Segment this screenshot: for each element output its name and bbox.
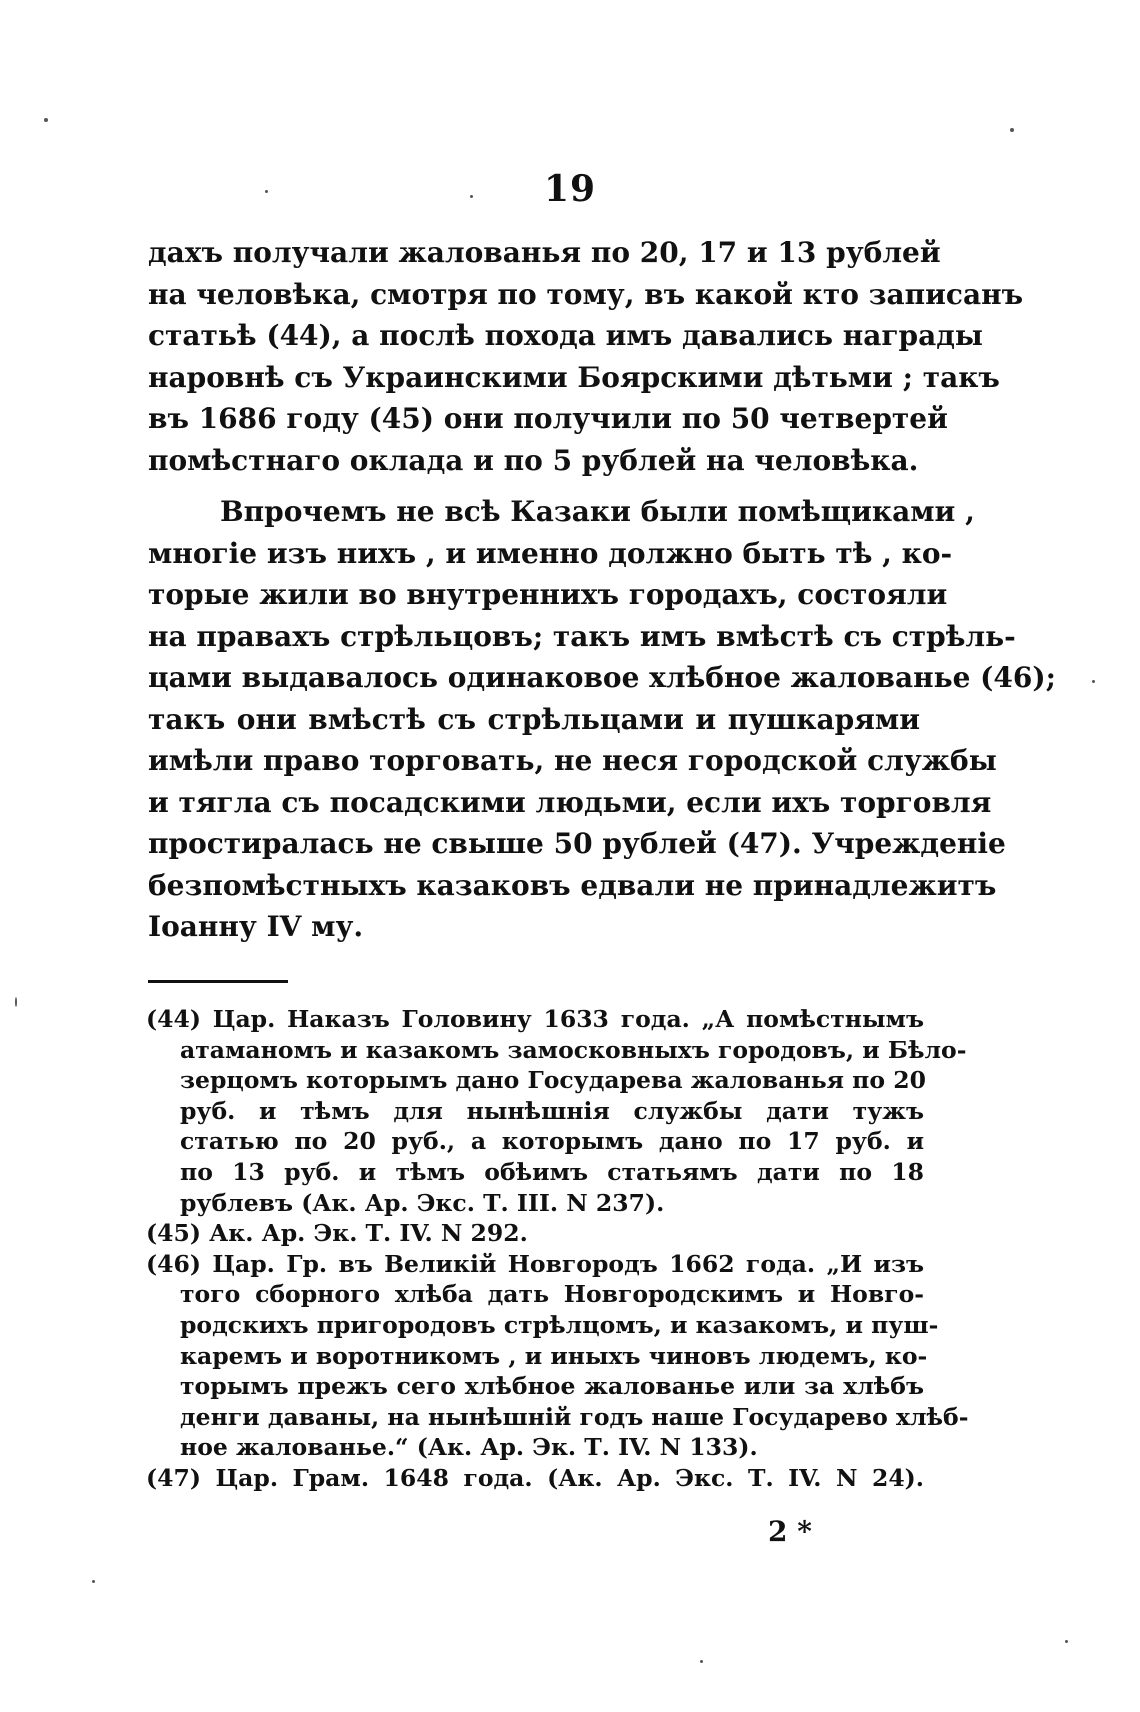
signature-mark: 2 * bbox=[768, 1515, 812, 1548]
print-speck bbox=[1010, 128, 1014, 132]
text-line: и тягла съ посадскими людьми, если ихъ торговля bbox=[148, 785, 992, 819]
print-speck bbox=[44, 118, 48, 122]
print-speck bbox=[92, 1580, 95, 1583]
print-speck bbox=[1092, 680, 1095, 683]
footnote-line: статью по 20 руб., а которымъ дано по 17 руб. и bbox=[180, 1127, 924, 1156]
footnote-line: (45) Ак. Ар. Эк. Т. IV. N 292. bbox=[146, 1219, 528, 1248]
print-speck bbox=[470, 195, 473, 198]
text-line: многіе изъ нихъ , и именно должно быть тѣ , ко- bbox=[148, 536, 953, 570]
footnote-line: ное жалованье.“ (Ак. Ар. Эк. Т. IV. N 133). bbox=[180, 1433, 758, 1462]
text-line: въ 1686 году (45) они получили по 50 четвертей bbox=[148, 402, 948, 435]
footnote-line: денги даваны, на нынѣшній годъ наше Государево хлѣб- bbox=[180, 1402, 969, 1431]
footnote-line: рублевъ (Ак. Ар. Экс. Т. III. N 237). bbox=[180, 1188, 665, 1217]
text-line: дахъ получали жалованья по 20, 17 и 13 рублей bbox=[148, 236, 941, 269]
print-speck bbox=[700, 1660, 703, 1663]
text-line: такъ они вмѣстѣ съ стрѣльцами и пушкарями bbox=[148, 702, 920, 736]
text-line: Впрочемъ не всѣ Казаки были помѣщиками , bbox=[220, 495, 975, 528]
text-line: имѣли право торговать, не неся городской службы bbox=[148, 744, 997, 777]
footnote-45 bbox=[146, 1218, 924, 1249]
footnote-line: по 13 руб. и тѣмъ обѣимъ статьямъ дати по 18 bbox=[180, 1157, 924, 1186]
text-line: торые жили во внутреннихъ городахъ, состояли bbox=[148, 578, 948, 611]
text-line: на правахъ стрѣльцовъ; такъ имъ вмѣстѣ съ стрѣль- bbox=[148, 619, 1016, 653]
text-line: статьѣ (44), а послѣ похода имъ давались награды bbox=[148, 319, 983, 352]
print-speck bbox=[1065, 1640, 1068, 1643]
main-text bbox=[148, 232, 1056, 948]
page-number: 19 bbox=[543, 168, 597, 210]
footnote-divider bbox=[148, 980, 288, 983]
text-line: на человѣка, смотря по тому, въ какой кто записанъ bbox=[148, 277, 1024, 311]
footnote-line: зерцомъ которымъ дано Государева жалованья по 20 bbox=[180, 1066, 926, 1095]
text-line: простиралась не свыше 50 рублей (47). Учрежденіе bbox=[148, 827, 1006, 860]
footnote-47 bbox=[146, 1463, 924, 1494]
footnote-46 bbox=[146, 1249, 969, 1463]
footnote-line: руб. и тѣмъ для нынѣшнія службы дати тужъ bbox=[180, 1096, 924, 1125]
print-speck bbox=[265, 190, 268, 193]
footnote-44 bbox=[146, 1004, 967, 1218]
print-speck bbox=[15, 997, 17, 1007]
footnote-line: каремъ и воротникомъ , и иныхъ чиновъ людемъ, ко- bbox=[180, 1341, 928, 1370]
footnote-line: торымъ прежъ сего хлѣбное жалованье или за хлѣбъ bbox=[180, 1372, 924, 1401]
footnote-line: того сборного хлѣба дать Новгородскимъ и Новго- bbox=[180, 1280, 924, 1309]
footnotes bbox=[146, 1004, 969, 1494]
footnote-line: (47) Цар. Грам. 1648 года. (Ак. Ар. Экс. Т. IV. N 24). bbox=[146, 1463, 924, 1492]
footnote-line: (44) Цар. Наказъ Головину 1633 года. „А помѣстнымъ bbox=[146, 1005, 924, 1033]
text-line: помѣстнаго оклада и по 5 рублей на человѣка. bbox=[148, 443, 919, 477]
footnote-line: (46) Цар. Гр. въ Великій Новгородъ 1662 года. „И изъ bbox=[146, 1249, 924, 1278]
footnote-line: родскихъ пригородовъ стрѣлцомъ, и казакомъ, и пуш- bbox=[180, 1310, 939, 1339]
text-line: безпомѣстныхъ казаковъ едвали не принадлежитъ bbox=[148, 868, 997, 902]
text-line: цами выдавалось одинаковое хлѣбное жалованье (46); bbox=[148, 661, 1056, 694]
text-line: Іоанну IV му. bbox=[148, 910, 364, 943]
footnote-line: атаманомъ и казакомъ замосковныхъ городовъ, и Бѣло- bbox=[180, 1035, 967, 1064]
text-line: наровнѣ съ Украинскими Боярскими дѣтьми ; такъ bbox=[148, 360, 1000, 394]
